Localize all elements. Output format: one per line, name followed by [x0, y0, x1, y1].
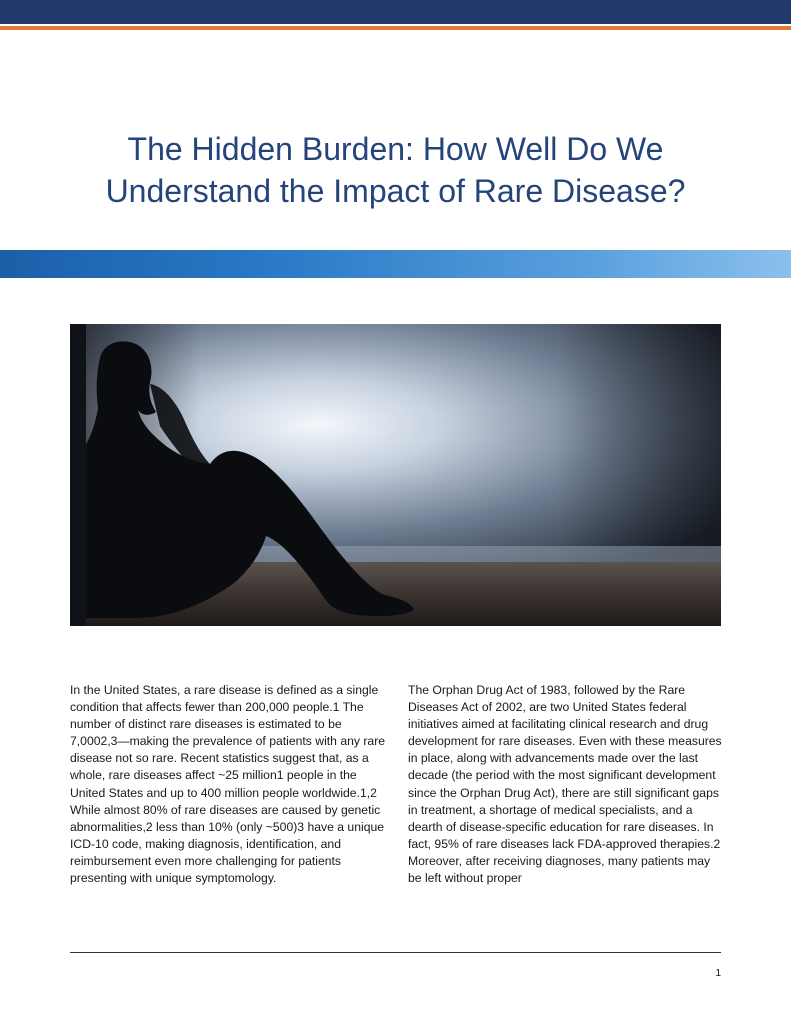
- silhouette-photo: [70, 324, 721, 626]
- page-title: The Hidden Burden: How Well Do We Understand the Impact of Rare Disease?: [105, 131, 686, 209]
- body-right-column: The Orphan Drug Act of 1983, followed by the Rare Diseases Act of 2002, are two United States federal initiatives aimed at facilitating clinical research and drug development for rare diseases. Even with these measures in place, along with advancements made over the last decade (the period with the most significant development since the Orphan Drug Act), there are still significant gaps in treatment, a shortage of medical specialists, and a dearth of disease-specific education for rare diseases. In fact, 95% of rare diseases lack FDA-approved therapies.2 Moreover, after receiving diagnoses, many patients may be left without proper: [408, 683, 722, 886]
- title-band: [0, 250, 791, 278]
- body-left-column: In the United States, a rare disease is defined as a single condition that affects fewer than 200,000 people.1 The number of distinct rare diseases is estimated to be 7,0002,3—making the prevalence of patients with any rare disease not so rare. Recent statistics suggest that, as a whole, rare diseases affect ~25 million1 people in the United States and up to 400 million people worldwide.1,2 While almost 80% of rare diseases are caused by genetic abnormalities,2 less than 10% (only ~500)3 have a unique ICD-10 code, making diagnosis, identification, and reimbursement even more challenging for patients presenting with unique symptomology.: [70, 683, 386, 886]
- page-number: 1: [715, 968, 721, 979]
- header-accent-line: [0, 26, 791, 30]
- footer-divider: [70, 952, 721, 953]
- header-bar: [0, 0, 791, 24]
